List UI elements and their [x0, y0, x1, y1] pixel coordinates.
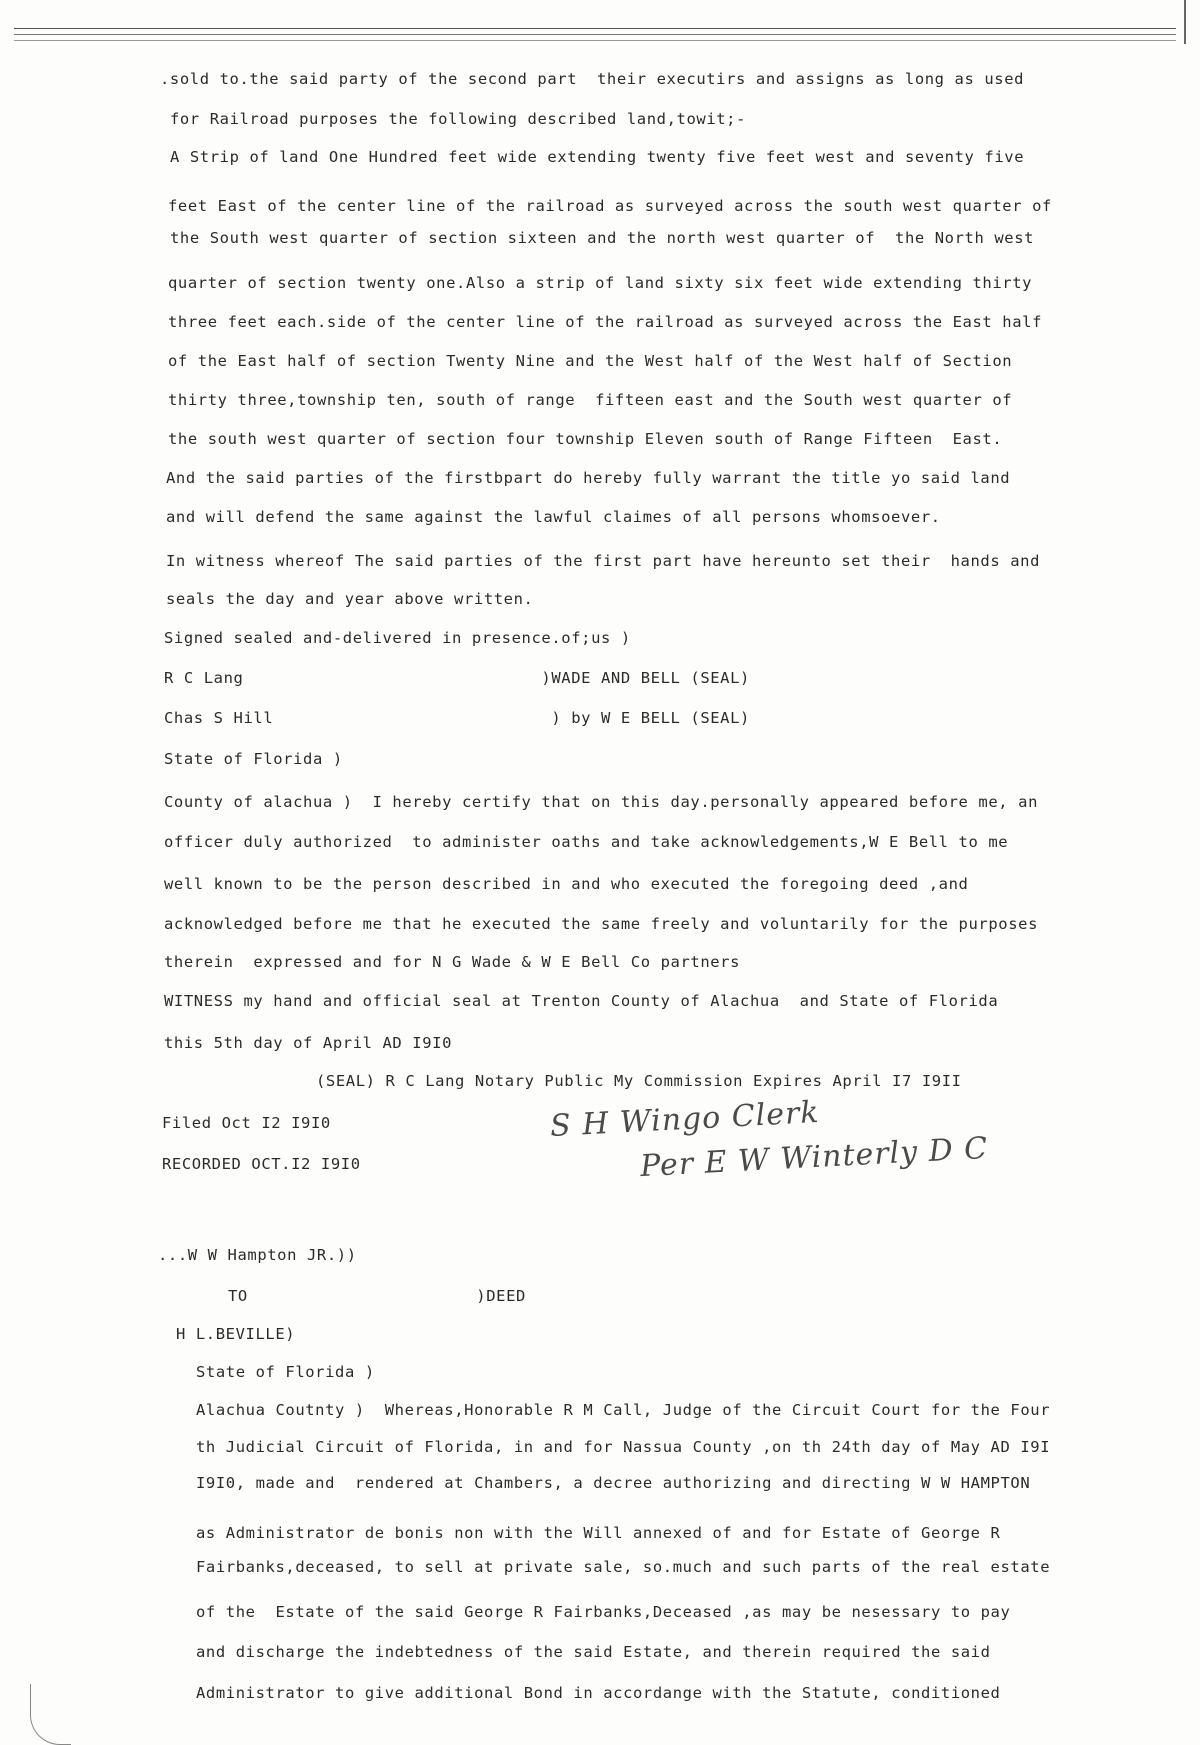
text-line: Signed sealed and-delivered in presence.of;us )	[164, 629, 631, 647]
page-edge	[1184, 0, 1186, 44]
clerk-signature: S H Wingo Clerk	[549, 1094, 821, 1145]
top-rule-3	[14, 40, 1176, 41]
text-line: feet East of the center line of the railroad as surveyed across the south west quarter of	[168, 197, 1052, 215]
filed-line: Filed Oct I2 I9I0	[162, 1114, 331, 1132]
page-corner-curl	[30, 1684, 71, 1745]
text-line: quarter of section twenty one.Also a strip of land sixty six feet wide extending thirty	[168, 274, 1033, 292]
text-line: acknowledged before me that he executed the same freely and voluntarily for the purposes	[164, 915, 1038, 933]
text-line: and discharge the indebtedness of the said Estate, and therein required the said	[196, 1643, 991, 1661]
grantor-line: ...W W Hampton JR.))	[158, 1246, 357, 1264]
text-line: three feet each.side of the center line of the railroad as surveyed across the East half	[168, 313, 1042, 331]
text-line: of the Estate of the said George R Fairbanks,Deceased ,as may be nesessary to pay	[196, 1603, 1011, 1621]
signatory-line: R C Lang )WADE AND BELL (SEAL)	[164, 669, 750, 687]
text-line: the south west quarter of section four township Eleven south of Range Fifteen East.	[168, 430, 1003, 448]
text-line: State of Florida )	[196, 1363, 375, 1381]
text-line: I9I0, made and rendered at Chambers, a decree authorizing and directing W W HAMPTON	[196, 1474, 1031, 1492]
text-line: WITNESS my hand and official seal at Trenton County of Alachua and State of Florida	[164, 992, 999, 1010]
text-line: thirty three,township ten, south of range fifteen east and the South west quarter of	[168, 391, 1013, 409]
text-line: this 5th day of April AD I9I0	[164, 1034, 453, 1052]
text-line: Administrator to give additional Bond in accordange with the Statute, conditioned	[196, 1684, 1001, 1702]
recorded-line: RECORDED OCT.I2 I9I0	[162, 1155, 361, 1173]
text-line: And the said parties of the firstbpart do hereby fully warrant the title yo said land	[166, 469, 1011, 487]
text-line: In witness whereof The said parties of the first part have hereunto set their hands and	[166, 552, 1040, 570]
text-line: officer duly authorized to administer oaths and take acknowledgements,W E Bell to me	[164, 833, 1009, 851]
text-line: for Railroad purposes the following described land,towit;-	[170, 110, 747, 128]
text-line: .sold to.the said party of the second part their executirs and assigns as long as used	[160, 70, 1025, 88]
text-line: A Strip of land One Hundred feet wide extending twenty five feet west and seventy five	[170, 148, 1025, 166]
notary-line: (SEAL) R C Lang Notary Public My Commission Expires April I7 I9II	[316, 1072, 962, 1090]
top-rule-2	[14, 34, 1176, 35]
grantee-line: H L.BEVILLE)	[176, 1325, 296, 1343]
text-line: well known to be the person described in and who executed the foregoing deed ,and	[164, 875, 969, 893]
text-line: of the East half of section Twenty Nine and the West half of the West half of Section	[168, 352, 1013, 370]
deputy-clerk-signature: Per E W Winterly D C	[639, 1130, 989, 1185]
text-line: Fairbanks,deceased, to sell at private sale, so.much and such parts of the real estate	[196, 1558, 1051, 1576]
text-line: State of Florida )	[164, 750, 343, 768]
signatory-line: Chas S Hill ) by W E BELL (SEAL)	[164, 709, 750, 727]
text-line: seals the day and year above written.	[166, 590, 534, 608]
text-line: the South west quarter of section sixteen and the north west quarter of the North west	[170, 229, 1035, 247]
text-line: and will defend the same against the lawful claimes of all persons whomsoever.	[166, 508, 941, 526]
text-line: Alachua Coutnty ) Whereas,Honorable R M Call, Judge of the Circuit Court for the Four	[196, 1401, 1051, 1419]
text-line: therein expressed and for N G Wade & W E Bell Co partners	[164, 953, 741, 971]
text-line: th Judicial Circuit of Florida, in and for Nassua County ,on th 24th day of May AD I9I	[196, 1438, 1051, 1456]
text-line: County of alachua ) I hereby certify that on this day.personally appeared before me, an	[164, 793, 1038, 811]
deed-heading: TO )DEED	[228, 1287, 526, 1305]
top-rule	[14, 28, 1176, 29]
text-line: as Administrator de bonis non with the Will annexed of and for Estate of George R	[196, 1524, 1001, 1542]
